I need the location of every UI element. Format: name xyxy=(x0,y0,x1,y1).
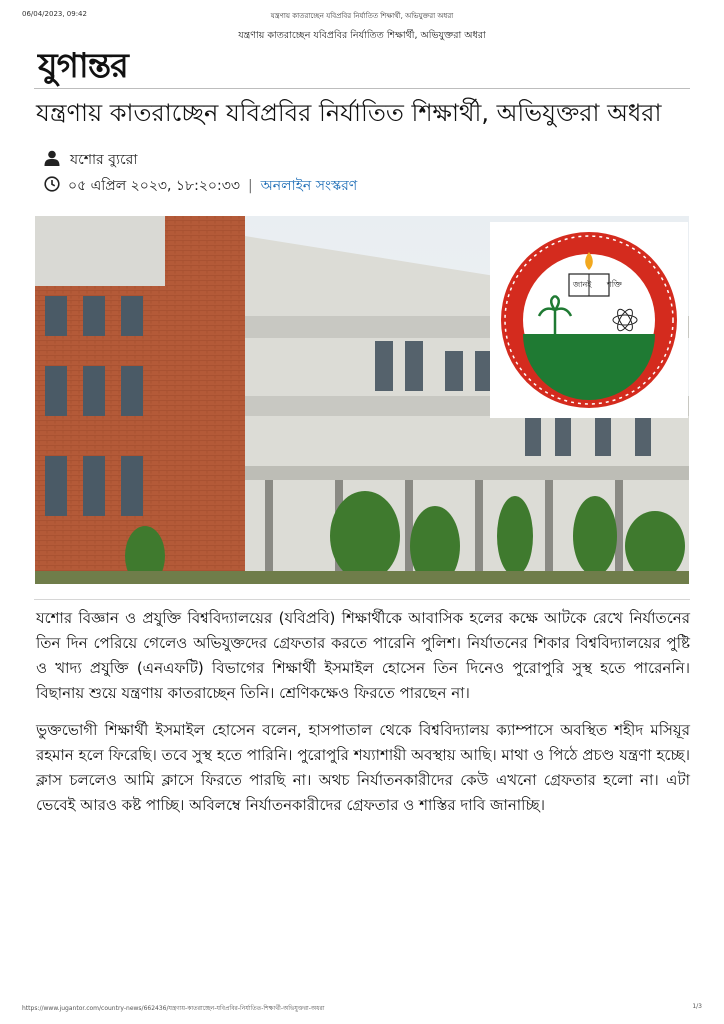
page-url: https://www.jugantor.com/country-news/662436/যন্ত্রণায়-কাতরাচ্ছেন-যবিপ্রবির-নির্যাতিত-শিক্ষার্থী-অভিযুক্তরা-অধরা xyxy=(22,1005,325,1012)
site-logo[interactable]: যুগান্তর xyxy=(38,46,128,86)
emblem-book-left: জানই xyxy=(573,280,592,289)
dateline xyxy=(44,174,357,198)
article-body xyxy=(36,606,690,830)
divider xyxy=(34,88,690,89)
edition-link[interactable]: অনলাইন সংস্করণ xyxy=(260,178,358,194)
divider xyxy=(34,599,690,600)
paragraph: যশোর বিজ্ঞান ও প্রযুক্তি বিশ্ববিদ্যালয়ের (যবিপ্রবি) শিক্ষার্থীকে আবাসিক হলের কক্ষে আটকে রেখে নির্যাতনের তিন দিন পেরিয়ে গেলেও অভিযুক্তদের গ্রেফতার করতে পারেনি পুলিশ। নির্যাতনের শিকার বিশ্ববিদ্যালয়ের পুষ্টি ও খাদ্য প্রযুক্তি (এনএফটি) বিভাগের শিক্ষার্থী ইসমাইল হোসেন তিন দিনেও পুরোপুরি সুস্থ হতে পারেননি। বিছানায় শুয়ে যন্ত্রণায় কাতরাচ্ছেন তিনি। শ্রেণিকক্ষেও ফিরতে পারছেন না। xyxy=(36,609,690,702)
print-date: 06/04/2023, 09:42 xyxy=(22,10,87,18)
article-headline: যন্ত্রণায় কাতরাচ্ছেন যবিপ্রবির নির্যাতিত শিক্ষার্থী, অভিযুক্তরা অধরা xyxy=(36,99,662,127)
emblem-book-right: শক্তি xyxy=(607,280,622,289)
print-header xyxy=(22,10,702,22)
user-icon xyxy=(44,150,60,170)
publish-date: ০৫ এপ্রিল ২০২৩, ১৮:২০:৩৩ xyxy=(68,178,240,194)
page-subtitle: যন্ত্রণায় কাতরাচ্ছেন যবিপ্রবির নির্যাতিত শিক্ষার্থী, অভিযুক্তরা অধরা xyxy=(238,30,486,41)
paragraph: ভুক্তভোগী শিক্ষার্থী ইসমাইল হোসেন বলেন, হাসপাতাল থেকে বিশ্ববিদ্যালয় ক্যাম্পাসে অবস্থিত শহীদ মসিয়ূর রহমান হলে ফিরেছি। তবে সুস্থ হতে পারিনি। পুরোপুরি শয্যাশায়ী অবস্থায় আছি। মাথা ও পিঠে প্রচণ্ড যন্ত্রণা হচ্ছে। ক্লাস চললেও আমি ক্লাসে ফিরতে পারছি না। অথচ নির্যাতনকারীদের কেউ এখনো গ্রেফতার হলো না। এটা ভেবেই আরও কষ্ট পাচ্ছি। অবিলম্বে নির্যাতনকারীদের গ্রেফতার ও শাস্তির দাবি জানাচ্ছি। xyxy=(36,721,690,814)
article-photo xyxy=(35,216,689,584)
page-number: 1/3 xyxy=(692,1003,702,1010)
author-name[interactable]: যশোর ব্যুরো xyxy=(70,152,138,168)
author-line xyxy=(44,148,137,172)
print-title: যন্ত্রণায় কাতরাচ্ছেন যবিপ্রবির নির্যাতিত শিক্ষার্থী, অভিযুক্তরা অধরা xyxy=(270,12,454,20)
clock-icon xyxy=(44,176,60,196)
print-footer xyxy=(22,1003,702,1013)
separator: | xyxy=(247,178,253,194)
